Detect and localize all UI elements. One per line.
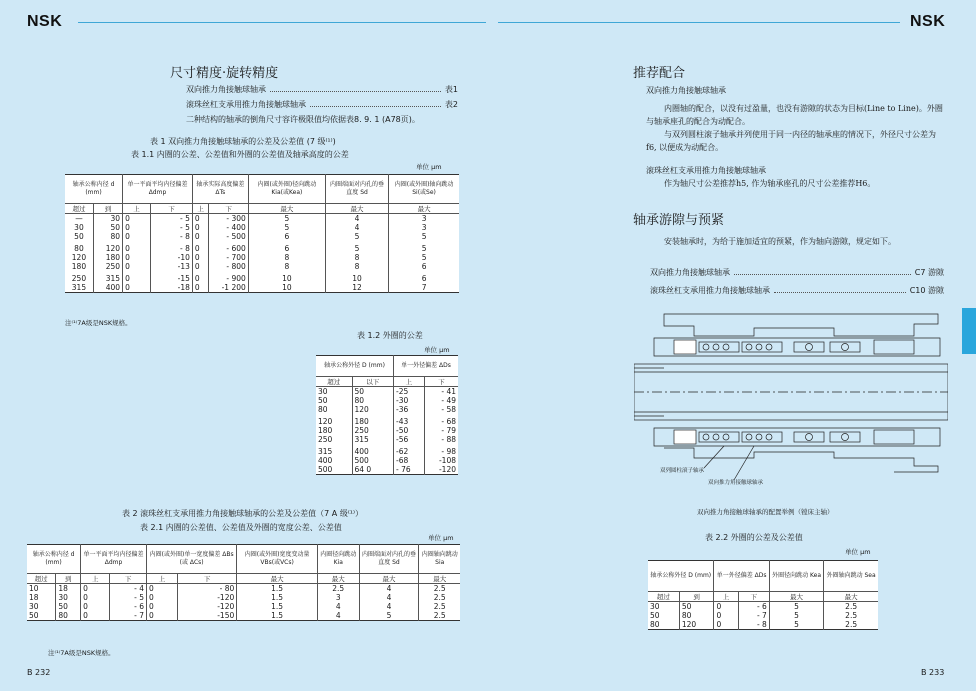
table2-2-unit: 单位 μm — [845, 548, 871, 556]
table-cell: 2.5 — [317, 584, 359, 594]
table-cell: 250 — [93, 262, 122, 271]
table-cell: 0 — [192, 271, 209, 283]
table-cell: 8 — [325, 262, 388, 271]
table-cell: 30 — [56, 593, 81, 602]
table-cell: 80 — [93, 232, 122, 241]
table-cell: 500 — [352, 456, 394, 465]
table-cell: -150 — [177, 611, 236, 621]
clearance-title: 轴承游隙与预紧 — [633, 213, 725, 228]
table-cell: 0 — [192, 241, 209, 253]
table-cell: -10 — [150, 253, 192, 262]
table-cell: 315 — [352, 435, 394, 444]
table-cell: 0 — [192, 283, 209, 293]
table-cell: 5 — [359, 611, 419, 621]
table-cell: 5 — [389, 232, 459, 241]
table-cell: 5 — [769, 611, 823, 620]
table-cell: - 8 — [150, 232, 192, 241]
table-cell: -25 — [394, 387, 425, 397]
figure-caption: 双向推力角接触球轴承的配置举例（镗床主轴） — [697, 508, 834, 516]
table-cell: -13 — [150, 262, 192, 271]
table-cell: 400 — [352, 444, 394, 456]
table-cell: 5 — [325, 232, 388, 241]
table-cell: 10 — [248, 271, 325, 283]
table-row — [316, 456, 458, 465]
fit-subtitle-1: 双向推力角接触球轴承 — [646, 86, 726, 95]
table-cell: 30 — [74, 223, 84, 232]
table-cell: — — [75, 214, 83, 223]
table-cell: 120 — [679, 620, 714, 630]
table-cell: 0 — [123, 223, 151, 232]
table-cell: 250 — [71, 274, 87, 283]
page-number-left: B 232 — [27, 668, 51, 677]
clearance-item: 滚珠丝杠支承用推力角接触球轴承 C10 游隙 — [650, 286, 944, 295]
table1-2-title: 表 1.2 外圈的公差 — [357, 331, 423, 340]
table-row — [316, 387, 458, 397]
table-cell: 180 — [352, 414, 394, 426]
table2-1-note: 注⁽¹⁾7A级是NSK规格。 — [48, 649, 115, 657]
table-cell: 10 — [29, 584, 39, 593]
table-row — [316, 396, 458, 405]
table-cell: 5 — [769, 602, 823, 612]
table-cell: 4 — [325, 214, 388, 224]
table-cell: - 6 — [738, 602, 769, 612]
table-cell: 0 — [81, 602, 110, 611]
table-cell: 80 — [74, 244, 84, 253]
table-cell: 6 — [248, 232, 325, 241]
table-cell: - 5 — [150, 214, 192, 224]
table-cell: 0 — [147, 611, 178, 621]
fit-paragraph-1: 内圈轴的配合，以没有过盈量，也没有游隙的状态为目标(Line to Line)。外圈与轴承座孔的配合为动配合。 — [646, 104, 943, 126]
table-cell: 5 — [248, 223, 325, 232]
table1-title: 表 1 双向推力角接触球轴承的公差及公差值 (7 级⁽¹⁾) — [150, 137, 336, 146]
table1-2-unit: 单位 μm — [424, 346, 450, 354]
table-cell: 4 — [359, 602, 419, 611]
table-cell: 250 — [352, 426, 394, 435]
table-cell: - 80 — [177, 584, 236, 594]
table2-1-unit: 单位 μm — [428, 534, 454, 542]
table-cell: 120 — [93, 241, 122, 253]
table-cell: 0 — [123, 232, 151, 241]
table-cell: 2.5 — [419, 611, 460, 621]
table-cell: - 58 — [424, 405, 458, 414]
page-number-right: B 233 — [921, 668, 945, 677]
header-rule-left — [78, 22, 486, 23]
table-row — [648, 611, 878, 620]
table-cell: 315 — [318, 447, 333, 456]
table-cell: 0 — [147, 584, 178, 594]
table-cell: 7 — [389, 283, 459, 293]
table-cell: 250 — [318, 435, 333, 444]
drawing-label-thrust-bearing: 双向推力角接触球轴承 — [708, 480, 764, 486]
table-cell: 50 — [318, 396, 328, 405]
table-cell: -62 — [394, 444, 425, 456]
table-cell: 5 — [389, 241, 459, 253]
table-row — [65, 262, 459, 271]
table1-2: 轴承公称外径 D (mm) 单一外径偏差 ΔDs 超过 以下 上 下 30 50 -25 - 41 50 80 -30 - 49 80 120 -36 - 58 120 180 -43 - 68 180 250 -50 - 79 250 315 -56 - 88 315 400 -62 - 98 400 500 -68 -108 500 64 0 - 76 -120 — [316, 355, 458, 475]
table-cell: 0 — [714, 602, 738, 612]
table-cell: 30 — [29, 602, 39, 611]
table-cell: 6 — [389, 262, 459, 271]
table-cell: - 88 — [424, 435, 458, 444]
table-cell: 0 — [123, 214, 151, 224]
table-cell: -120 — [177, 602, 236, 611]
table-cell: 3 — [389, 223, 459, 232]
table2-1: 轴承公称内径 d (mm) 单一平面平均内径偏差 Δdmp 内圈(或外圈)单一宽度偏差 ΔBs (或 ΔCs) 内圈(或外圈)宽度变动量 VBs(或VCs) 内圈径向跳动 Kia 内圈端面对内孔的垂直度 Sd 内圈轴向跳动 Sia 超过 到 上 下 上 下 最大 最大 最大 最大 10 18 0 - 4 0 - 80 1.5 2.5 4 2.5 18 30 0 - 5 0 -120 1.5 3 4 2.5 30 50 0 - 6 0 -120 1.5 4 4 2.5 50 80 0 - 7 0 -150 1.5 4 5 2.5 — [27, 544, 460, 621]
table-cell: 80 — [679, 611, 714, 620]
toc-item: 双向推力角接触球轴承 表1 — [186, 85, 458, 94]
table-cell: -30 — [394, 396, 425, 405]
table-cell: 10 — [325, 271, 388, 283]
table-cell: - 600 — [209, 241, 248, 253]
table-row — [316, 426, 458, 435]
table-cell: 2.5 — [824, 602, 878, 612]
table-cell: - 500 — [209, 232, 248, 241]
table-cell: 1.5 — [237, 611, 318, 621]
table-cell: 18 — [56, 584, 81, 594]
fit-subtitle-2: 滚珠丝杠支承用推力角接触球轴承 — [646, 166, 766, 175]
table-row — [316, 444, 458, 456]
table-cell: 3 — [317, 593, 359, 602]
table-cell: 50 — [56, 602, 81, 611]
fit-paragraph-3: 作为轴尺寸公差推荐h5, 作为轴承座孔的尺寸公差推荐H6。 — [664, 179, 876, 188]
table-row — [27, 584, 460, 594]
table-cell: 0 — [192, 262, 209, 271]
fit-paragraph-2: 与双列圆柱滚子轴承并列使用于同一内径的轴承座的情况下，外径尺寸公差为 f6, 以便成为动配合。 — [646, 130, 936, 152]
table-cell: -36 — [394, 405, 425, 414]
table-cell: - 98 — [424, 444, 458, 456]
table-cell: 0 — [123, 271, 151, 283]
brand-logo-right: NSK — [910, 13, 946, 30]
table-cell: 2.5 — [419, 602, 460, 611]
table-cell: 10 — [248, 283, 325, 293]
table-cell: 180 — [71, 262, 87, 271]
table2-2-title: 表 2.2 外圈的公差及公差值 — [705, 533, 803, 542]
table-row — [65, 253, 459, 262]
table-cell: 2.5 — [419, 584, 460, 594]
table-cell: - 76 — [394, 465, 425, 475]
drawing-label-roller-bearing: 双列圆柱滚子轴承 — [660, 468, 705, 474]
table-cell: 30 — [650, 602, 660, 611]
table-cell: 4 — [317, 611, 359, 621]
table-cell: - 6 — [110, 602, 147, 611]
table-row — [648, 602, 878, 612]
chamfer-note: 二种结构的轴承的倒角尺寸容许极限值均依据表8. 9. 1 (A78页)。 — [186, 115, 420, 124]
table-cell: 0 — [192, 223, 209, 232]
table1-1-note: 注⁽¹⁾7A级是NSK规格。 — [65, 319, 132, 327]
table-cell: 4 — [325, 223, 388, 232]
table-cell: 0 — [123, 283, 151, 293]
table-cell: 0 — [714, 620, 738, 630]
table-cell: 50 — [679, 602, 714, 612]
table-cell: - 7 — [738, 611, 769, 620]
table-cell: 180 — [93, 253, 122, 262]
table-row — [648, 620, 878, 630]
table-cell: 30 — [318, 387, 328, 396]
toc-item: 滚珠丝杠支承用推力角接触球轴承 表2 — [186, 100, 458, 109]
table-cell: 400 — [93, 283, 122, 293]
table-row — [65, 283, 459, 293]
table-cell: - 7 — [110, 611, 147, 621]
table1-1-unit: 单位 μm — [416, 163, 442, 171]
table-cell: 1.5 — [237, 584, 318, 594]
table-cell: - 8 — [150, 241, 192, 253]
table-row — [27, 611, 460, 621]
table-cell: - 49 — [424, 396, 458, 405]
table-cell: 0 — [714, 611, 738, 620]
table-cell: - 700 — [209, 253, 248, 262]
table-cell: 5 — [325, 241, 388, 253]
table-cell: -15 — [150, 271, 192, 283]
header-rule-right — [498, 22, 900, 23]
table-cell: 3 — [389, 214, 459, 224]
table-cell: 2.5 — [824, 611, 878, 620]
table-cell: 30 — [93, 214, 122, 224]
table-cell: -56 — [394, 435, 425, 444]
page-title-left: 尺寸精度·旋转精度 — [170, 66, 279, 81]
table-cell: 80 — [650, 620, 660, 629]
table-cell: 12 — [325, 283, 388, 293]
clearance-list — [650, 267, 944, 296]
table-cell: 50 — [74, 232, 84, 241]
table-cell: 80 — [318, 405, 328, 414]
table-cell: - 900 — [209, 271, 248, 283]
table-cell: 5 — [389, 253, 459, 262]
table-cell: -108 — [424, 456, 458, 465]
table-cell: 0 — [123, 253, 151, 262]
table-cell: -120 — [177, 593, 236, 602]
table-cell: 64 0 — [352, 465, 394, 475]
spindle-arrangement-drawing — [634, 306, 948, 488]
table-cell: 50 — [93, 223, 122, 232]
table-cell: 4 — [317, 602, 359, 611]
table1-1: 轴承公称内径 d (mm) 单一平面平均内径偏差 Δdmp 轴承实际高度偏差 ΔTs 内圈(或外圈)径向跳动 Kia(或Kea) 内圈端面对内孔的垂直度 Sd 内圈(或外圈)轴向跳动 Si(或Se) 超过 到 上 下 上 下 最大 最大 最大 — 30 0 - 5 0 - 300 5 4 3 30 50 0 - 5 0 - 400 5 4 3 50 80 0 - 8 0 - 500 6 5 5 80 120 0 - 8 0 - 600 6 5 5 120 180 0 -10 0 - 700 8 8 5 180 250 0 -13 0 - 800 8 8 6 250 315 0 -15 0 - 900 10 10 6 315 400 0 -18 0 -1 200 10 12 7 — [65, 174, 459, 293]
table-cell: 4 — [359, 584, 419, 594]
table-cell: 6 — [389, 271, 459, 283]
table-cell: 0 — [123, 241, 151, 253]
clearance-item: 双向推力角接触球轴承 C7 游隙 — [650, 268, 944, 277]
clearance-paragraph: 安装轴承时，为给于施加适宜的预紧，作为轴向游隙，规定如下。 — [664, 237, 896, 246]
table-cell: - 5 — [150, 223, 192, 232]
table-cell: -50 — [394, 426, 425, 435]
table-cell: - 5 — [110, 593, 147, 602]
table-cell: 0 — [81, 584, 110, 594]
table-cell: -68 — [394, 456, 425, 465]
table-cell: 120 — [352, 405, 394, 414]
table-row — [65, 241, 459, 253]
table-cell: 80 — [352, 396, 394, 405]
table-cell: - 4 — [110, 584, 147, 594]
table-row — [27, 593, 460, 602]
table-cell: 1.5 — [237, 593, 318, 602]
table-cell: 80 — [56, 611, 81, 621]
table-cell: 0 — [192, 232, 209, 241]
table-cell: - 68 — [424, 414, 458, 426]
table-cell: - 41 — [424, 387, 458, 397]
fit-title: 推荐配合 — [633, 66, 686, 81]
table-cell: -43 — [394, 414, 425, 426]
table-cell: -1 200 — [209, 283, 248, 293]
table-cell: 5 — [248, 214, 325, 224]
brand-logo-left: NSK — [27, 13, 63, 30]
table-row — [27, 602, 460, 611]
table-cell: 0 — [147, 602, 178, 611]
table-cell: - 79 — [424, 426, 458, 435]
table-cell: 8 — [325, 253, 388, 262]
table2-2: 轴承公称外径 D (mm) 单一外径偏差 ΔDs 外圈径向跳动 Kea 外圈轴向跳动 Sea 超过 到 上 下 最大 最大 30 50 0 - 6 5 2.5 50 80 0 - 7 5 2.5 80 120 0 - 8 5 2.5 — [648, 560, 878, 630]
table-cell: 4 — [359, 593, 419, 602]
table-cell: 0 — [123, 262, 151, 271]
table-row — [316, 435, 458, 444]
table-cell: 6 — [248, 241, 325, 253]
table-cell: -120 — [424, 465, 458, 475]
table-row — [316, 414, 458, 426]
table-cell: 120 — [318, 417, 333, 426]
table-cell: 8 — [248, 253, 325, 262]
table-cell: 1.5 — [237, 602, 318, 611]
table-row — [65, 271, 459, 283]
table-cell: 0 — [192, 214, 209, 224]
table-cell: 180 — [318, 426, 333, 435]
section-tab — [962, 308, 976, 354]
table2-1-title: 表 2.1 内圈的公差值、公差值及外圈的宽度公差、公差值 — [140, 523, 342, 532]
table1-1-title: 表 1.1 内圈的公差、公差值和外圈的公差值及轴承高度的公差 — [131, 150, 349, 159]
table-cell: 500 — [318, 465, 333, 474]
table-row — [65, 232, 459, 241]
table-cell: 120 — [71, 253, 87, 262]
table-cell: 50 — [650, 611, 660, 620]
table-row — [65, 223, 459, 232]
table-cell: 315 — [71, 283, 87, 292]
table-cell: 0 — [81, 611, 110, 621]
table-cell: - 800 — [209, 262, 248, 271]
table-cell: - 400 — [209, 223, 248, 232]
table-cell: 50 — [29, 611, 39, 620]
table-cell: 0 — [81, 593, 110, 602]
table-row — [65, 214, 459, 224]
table-row — [316, 465, 458, 475]
toc — [186, 84, 458, 125]
table-cell: 8 — [248, 262, 325, 271]
table-cell: 5 — [769, 620, 823, 630]
table-cell: 18 — [29, 593, 39, 602]
table-cell: - 300 — [209, 214, 248, 224]
table-cell: 0 — [147, 593, 178, 602]
table-cell: 0 — [192, 253, 209, 262]
table-cell: 2.5 — [419, 593, 460, 602]
table-cell: 50 — [352, 387, 394, 397]
table-row — [316, 405, 458, 414]
table-cell: - 8 — [738, 620, 769, 630]
table-cell: -18 — [150, 283, 192, 293]
table2-title: 表 2 滚珠丝杠支承用推力角接触球轴承的公差及公差值（7 A 级⁽¹⁾） — [122, 509, 363, 518]
table-cell: 400 — [318, 456, 333, 465]
table-cell: 315 — [93, 271, 122, 283]
table-cell: 2.5 — [824, 620, 878, 630]
